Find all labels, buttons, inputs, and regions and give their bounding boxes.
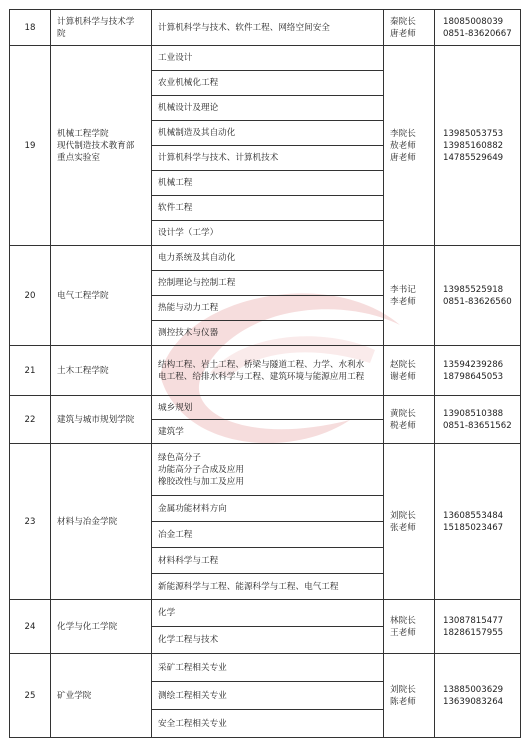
- contact-name: 刘院长: [390, 510, 416, 521]
- major-cell: [152, 654, 384, 682]
- major-cell: [152, 246, 384, 271]
- major-cell: [152, 627, 384, 654]
- major-cell: [152, 444, 384, 496]
- major-cell: [152, 574, 384, 600]
- major-cell: [152, 710, 384, 738]
- major-line: 测控技术与仪器: [158, 328, 219, 338]
- contact-name: 谢老师: [390, 371, 416, 382]
- phone-numbers: [435, 654, 521, 738]
- contact-name: 刘院长: [390, 684, 416, 695]
- major-line: 电力系统及其自动化: [158, 253, 236, 263]
- phone-number: 13608553484: [443, 510, 504, 521]
- phone-numbers: [435, 10, 521, 46]
- phone-numbers: [435, 396, 521, 444]
- major-line: 控制理论与控制工程: [158, 278, 236, 288]
- college-name-line: 化学与化工学院: [57, 621, 118, 632]
- contact-name: 唐老师: [390, 152, 416, 163]
- major-cell: [152, 548, 384, 574]
- college-name: [51, 10, 152, 46]
- phone-number: 13087815477: [443, 615, 504, 626]
- major-line: 安全工程相关专业: [158, 718, 227, 729]
- phone-numbers: [435, 246, 521, 346]
- phone-number: 0851-83651562: [443, 420, 512, 431]
- major-line: 化学: [158, 608, 176, 618]
- major-cell: [152, 420, 384, 444]
- contact-name: 赵院长: [390, 359, 416, 370]
- contact-name: 李老师: [390, 296, 416, 307]
- contact-person: [384, 396, 435, 444]
- major-line: 机械工程: [158, 178, 193, 188]
- table-row: [10, 654, 521, 682]
- contact-name: 李院长: [390, 128, 416, 139]
- college-contact-table: [9, 9, 521, 738]
- contact-person: [384, 444, 435, 600]
- contact-name: 黄院长: [390, 408, 416, 419]
- contact-name: 陈老师: [390, 696, 416, 707]
- phone-number: 13985525918: [443, 284, 504, 295]
- college-name-line: 建筑与城市规划学院: [57, 414, 135, 425]
- college-name: [51, 396, 152, 444]
- major-cell: [152, 396, 384, 420]
- phone-number: 14785529649: [443, 152, 504, 163]
- table-row: [10, 346, 521, 396]
- major-line: 热能与动力工程: [158, 303, 219, 313]
- major-cell: [152, 496, 384, 522]
- college-name: [51, 246, 152, 346]
- college-name-line: 矿业学院: [57, 690, 92, 701]
- major-cell: [152, 600, 384, 627]
- phone-number: 18286157955: [443, 627, 504, 638]
- major-cell: [152, 321, 384, 346]
- major-line: 化学工程与技术: [158, 635, 219, 645]
- contact-name: 唐老师: [390, 28, 416, 39]
- contact-name: 王老师: [390, 627, 416, 638]
- major-line: 计算机科学与技术、计算机技术: [158, 153, 279, 163]
- row-number: 23: [10, 444, 51, 600]
- major-line: 电工程、给排水科学与工程、建筑环境与能源应用工程: [158, 371, 365, 382]
- college-name-line: 计算机科学与技术学: [57, 16, 135, 27]
- phone-number: 13908510388: [443, 408, 504, 419]
- phone-number: 13985160882: [443, 140, 504, 151]
- major-line: 设计学（工学）: [158, 228, 219, 238]
- contact-name: 秦院长: [390, 16, 416, 27]
- major-line: 计算机科学与技术、软件工程、网络空间安全: [158, 22, 330, 33]
- college-name: [51, 46, 152, 246]
- college-name-line: 机械工程学院: [57, 128, 109, 139]
- college-name-line: 土木工程学院: [57, 365, 109, 376]
- table-row: [10, 10, 521, 46]
- major-line: 软件工程: [158, 203, 193, 213]
- major-cell: [152, 196, 384, 221]
- major-line: 采矿工程相关专业: [158, 662, 227, 673]
- phone-numbers: [435, 444, 521, 600]
- college-name-line: 院: [57, 28, 66, 39]
- row-number: 24: [10, 600, 51, 654]
- major-line: 金属功能材料方向: [158, 503, 227, 514]
- phone-number: 15185023467: [443, 522, 504, 533]
- major-cell: [152, 296, 384, 321]
- contact-name: 税老师: [390, 420, 416, 431]
- college-name-line: 现代制造技术教育部: [57, 140, 135, 151]
- contact-person: [384, 246, 435, 346]
- major-line: 建筑学: [158, 426, 184, 437]
- college-name-line: 材料与冶金学院: [57, 516, 118, 527]
- table-row: [10, 46, 521, 71]
- table-row: [10, 396, 521, 420]
- college-name: [51, 600, 152, 654]
- contact-person: [384, 346, 435, 396]
- college-name-line: 电气工程学院: [57, 290, 109, 301]
- phone-numbers: [435, 346, 521, 396]
- major-line: 机械设计及理论: [158, 103, 219, 113]
- major-line: 材料科学与工程: [158, 555, 219, 566]
- major-line: 结构工程、岩土工程、桥梁与隧道工程、力学、水利水: [158, 359, 365, 370]
- table-row: [10, 246, 521, 271]
- major-line: 工业设计: [158, 53, 193, 63]
- contact-person: [384, 600, 435, 654]
- row-number: 25: [10, 654, 51, 738]
- major-line: 测绘工程相关专业: [158, 690, 227, 701]
- major-line: 功能高分子合成及应用: [158, 464, 244, 475]
- major-cell: [152, 146, 384, 171]
- phone-number: 18085008039: [443, 16, 504, 27]
- phone-numbers: [435, 46, 521, 246]
- major-cell: [152, 46, 384, 71]
- major-cell: [152, 10, 384, 46]
- contact-name: 敖老师: [390, 140, 416, 151]
- major-cell: [152, 71, 384, 96]
- major-cell: [152, 121, 384, 146]
- row-number: 22: [10, 396, 51, 444]
- row-number: 21: [10, 346, 51, 396]
- phone-number: 0851-83626560: [443, 296, 512, 307]
- major-line: 绿色高分子: [158, 452, 201, 463]
- major-line: 橡胶改性与加工及应用: [158, 476, 244, 487]
- contact-person: [384, 10, 435, 46]
- major-line: 冶金工程: [158, 529, 193, 540]
- contact-name: 林院长: [390, 615, 416, 626]
- major-cell: [152, 96, 384, 121]
- major-cell: [152, 171, 384, 196]
- major-line: 机械制造及其自动化: [158, 128, 236, 138]
- major-line: 新能源科学与工程、能源科学与工程、电气工程: [158, 581, 339, 592]
- table-row: [10, 600, 521, 627]
- contact-name: 李书记: [390, 284, 416, 295]
- major-cell: [152, 682, 384, 710]
- major-cell: [152, 346, 384, 396]
- college-name: [51, 346, 152, 396]
- row-number: 19: [10, 46, 51, 246]
- phone-number: 13639083264: [443, 696, 504, 707]
- major-cell: [152, 271, 384, 296]
- college-name: [51, 444, 152, 600]
- phone-number: 13594239286: [443, 359, 504, 370]
- row-number: 18: [10, 10, 51, 46]
- phone-number: 0851-83620667: [443, 28, 512, 39]
- major-line: 农业机械化工程: [158, 78, 219, 88]
- major-cell: [152, 221, 384, 246]
- phone-number: 18798645053: [443, 371, 504, 382]
- college-name-line: 重点实验室: [57, 152, 100, 163]
- contact-name: 张老师: [390, 522, 416, 533]
- major-cell: [152, 522, 384, 548]
- table-row: [10, 444, 521, 496]
- phone-number: 13985053753: [443, 128, 504, 139]
- major-line: 城乡规划: [158, 402, 193, 413]
- college-name: [51, 654, 152, 738]
- contact-person: [384, 46, 435, 246]
- row-number: 20: [10, 246, 51, 346]
- contact-person: [384, 654, 435, 738]
- phone-numbers: [435, 600, 521, 654]
- phone-number: 13885003629: [443, 684, 504, 695]
